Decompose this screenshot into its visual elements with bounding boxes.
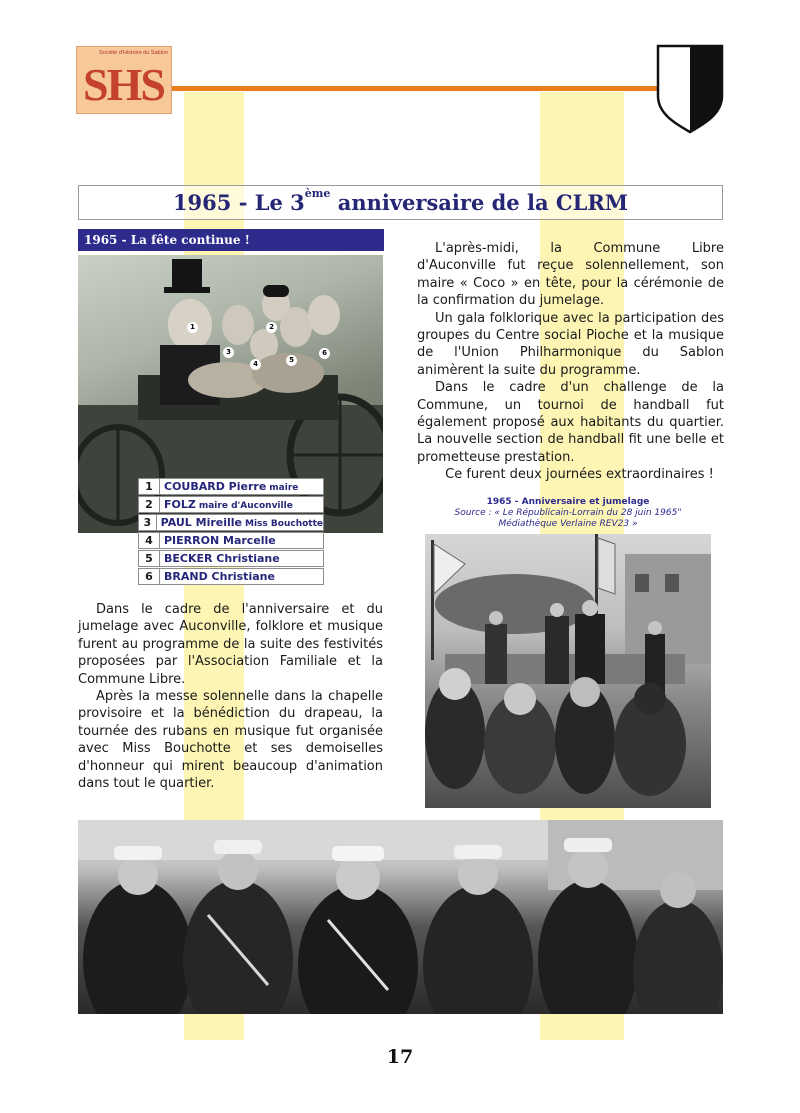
logo-small-text: Société d'Histoire du Sablon: [99, 50, 168, 56]
caption-title: 1965 - Anniversaire et jumelage: [486, 497, 650, 507]
legend-number: 6: [139, 569, 160, 584]
legend-row: [138, 514, 324, 531]
paragraph: Après la messe solennelle dans la chapelle provisoire et la bénédiction du drapeau, la tournée des rubans en musique fut organisée avec Miss Bouchotte et ses demoiselles d'honneur qui mirent beaucoup d'animation dans tout le quartier.: [78, 689, 383, 792]
section-subhead: 1965 - La fête continue !: [78, 229, 384, 251]
legend-number: 4: [139, 533, 160, 548]
caption-source: Source : « Le Républicain-Lorrain du 28 juin 1965": [454, 508, 682, 518]
photo-marker-4: 4: [250, 359, 261, 370]
paragraph: Dans le cadre d'un challenge de la Commune, un tournoi de handball fut également proposé aux habitants du quartier. La nouvelle section de handball fit une belle et prometteuse prestation.: [417, 380, 724, 465]
legend-row: [138, 550, 324, 567]
society-logo: [76, 46, 172, 114]
paragraph: Dans le cadre de l'anniversaire et du jumelage avec Auconville, folklore et musique furent au programme de la suite des festivités proposées par l'Association Familiale et la Commune Libre.: [78, 602, 383, 687]
legend-row: [138, 532, 324, 549]
band-illustration: [78, 820, 723, 1014]
people-legend: [138, 478, 324, 586]
left-column-text: [78, 601, 383, 792]
paragraph: L'après-midi, la Commune Libre d'Auconville fut reçue solennellement, son maire « Coco » en tête, pour la cérémonie de la confirmation du jumelage.: [417, 241, 724, 309]
ceremony-photo: [425, 534, 711, 808]
legend-role: Miss Bouchotte: [245, 519, 323, 529]
legend-row: [138, 478, 324, 495]
paragraph: Ce furent deux journées extraordinaires !: [445, 467, 714, 483]
legend-number: 1: [139, 479, 160, 494]
page-number: 17: [386, 1046, 414, 1068]
logo-letters: SHS: [83, 59, 164, 110]
legend-number: 5: [139, 551, 160, 566]
photo-caption: [430, 497, 706, 530]
title-box: [78, 185, 723, 220]
ceremony-illustration: [425, 534, 711, 808]
legend-row: [138, 568, 324, 585]
legend-row: [138, 496, 324, 513]
paragraph: Un gala folklorique avec la participation des groupes du Centre social Pioche et la musique de l'Union Philharmonique du Sablon animèrent la suite du programme.: [417, 310, 724, 378]
page-title: 1965 - Le 3ème anniversaire de la CLRM: [172, 187, 629, 215]
legend-number: 2: [139, 497, 160, 512]
legend-role: maire d'Auconville: [198, 501, 293, 511]
legend-role: maire: [269, 483, 299, 493]
shield-icon: [656, 44, 724, 134]
photo-marker-1: 1: [187, 322, 198, 333]
legend-name: BECKER Christiane: [164, 552, 280, 565]
legend-name: COUBARD Pierre maire: [164, 480, 299, 493]
header-rule: [172, 86, 658, 91]
photo-marker-2: 2: [266, 322, 277, 333]
band-photo: [78, 820, 723, 1014]
legend-number: 3: [139, 515, 157, 530]
caption-source: Médiathèque Verlaine REV23 »: [498, 519, 638, 529]
legend-name: BRAND Christiane: [164, 570, 275, 583]
photo-marker-3: 3: [223, 347, 234, 358]
photo-marker-6: 6: [319, 348, 330, 359]
legend-name: PAUL Mireille Miss Bouchotte: [160, 516, 323, 529]
legend-name: PIERRON Marcelle: [164, 534, 276, 547]
photo-marker-5: 5: [286, 355, 297, 366]
legend-name: FOLZ maire d'Auconville: [164, 498, 293, 511]
right-column-text: [417, 240, 724, 484]
